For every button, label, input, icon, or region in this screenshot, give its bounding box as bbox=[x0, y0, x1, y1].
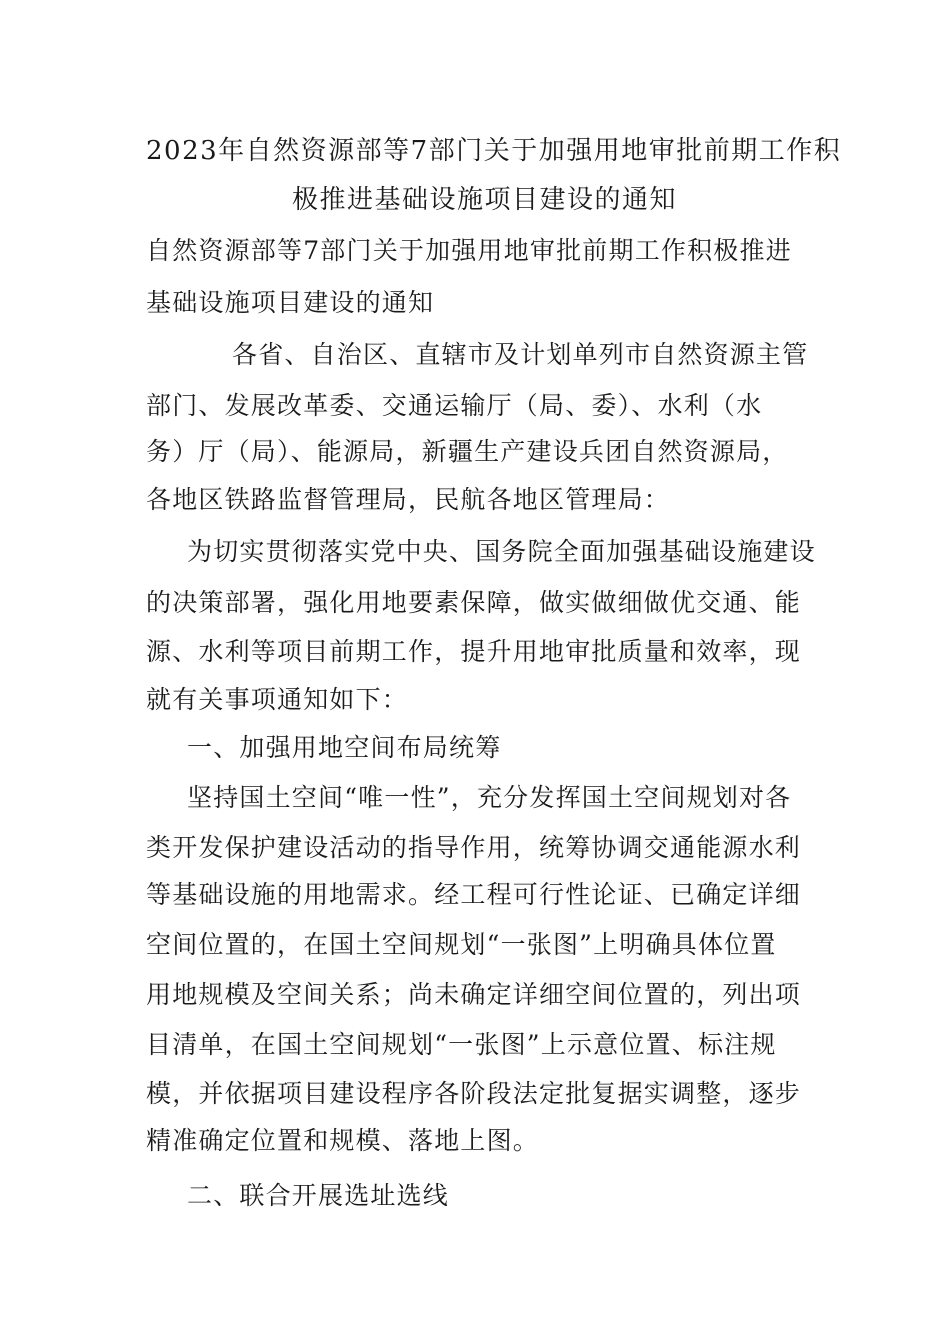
subtitle-line-2: 基础设施项目建设的通知 bbox=[146, 288, 435, 317]
section-1-line-6: 目清单，在国土空间规划“一张图”上示意位置、标注规 bbox=[146, 1030, 777, 1059]
section-1-line-8: 精准确定位置和规模、落地上图。 bbox=[146, 1126, 540, 1155]
addressee-line-3: 务）厅（局）、能源局，新疆生产建设兵团自然资源局， bbox=[146, 437, 789, 466]
section-1-line-1: 坚持国土空间“唯一性”，充分发挥国土空间规划对各 bbox=[187, 783, 792, 812]
subtitle-line-1: 自然资源部等7部门关于加强用地审批前期工作积极推进 bbox=[146, 236, 792, 265]
addressee-line-4: 各地区铁路监督管理局，民航各地区管理局： bbox=[146, 485, 671, 514]
addressee-line-1: 各省、自治区、直辖市及计划单列市自然资源主管 bbox=[232, 340, 809, 369]
document-title-line-2: 极推进基础设施项目建设的通知 bbox=[292, 185, 678, 215]
intro-line-4: 就有关事项通知如下： bbox=[146, 685, 409, 714]
section-1-line-4: 空间位置的，在国土空间规划“一张图”上明确具体位置 bbox=[146, 930, 777, 959]
addressee-line-2: 部门、发展改革委、交通运输厅（局、委）、水利（水 bbox=[146, 391, 763, 420]
section-1-line-5: 用地规模及空间关系；尚未确定详细空间位置的，列出项 bbox=[146, 980, 802, 1009]
intro-line-2: 的决策部署，强化用地要素保障，做实做细做优交通、能 bbox=[146, 588, 802, 617]
section-1-heading: 一、加强用地空间布局统筹 bbox=[187, 733, 502, 762]
section-2-heading: 二、联合开展选址选线 bbox=[187, 1181, 450, 1210]
document-title-line-1: 2023年自然资源部等7部门关于加强用地审批前期工作积 bbox=[146, 136, 842, 166]
intro-line-3: 源、水利等项目前期工作，提升用地审批质量和效率，现 bbox=[146, 637, 802, 666]
intro-line-1: 为切实贯彻落实党中央、国务院全面加强基础设施建设 bbox=[187, 537, 816, 566]
section-1-line-2: 类开发保护建设活动的指导作用，统筹协调交通能源水利 bbox=[146, 833, 802, 862]
section-1-line-3: 等基础设施的用地需求。经工程可行性论证、已确定详细 bbox=[146, 880, 802, 909]
section-1-line-7: 模，并依据项目建设程序各阶段法定批复据实调整，逐步 bbox=[146, 1079, 802, 1108]
